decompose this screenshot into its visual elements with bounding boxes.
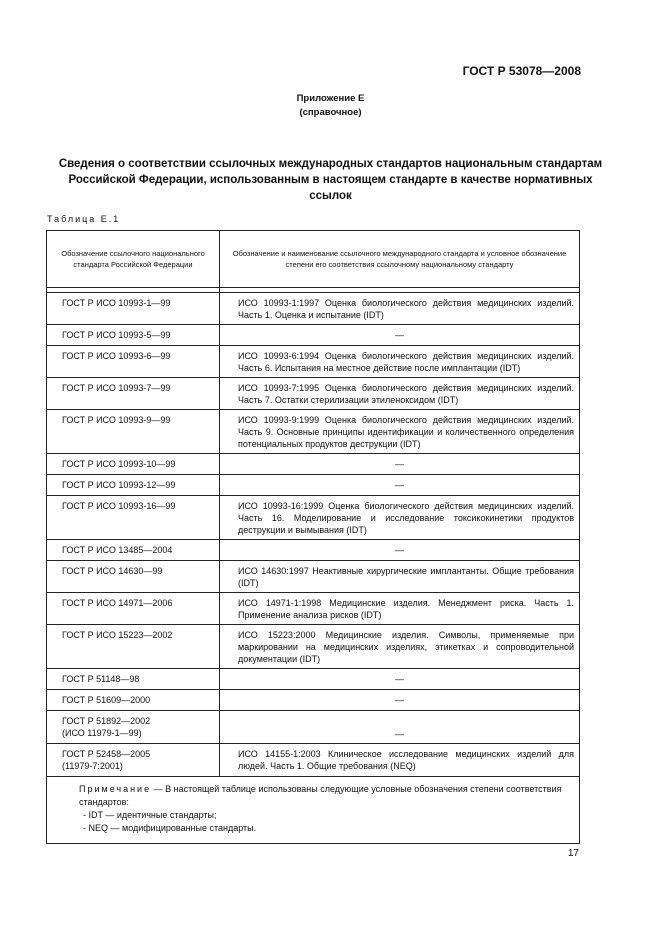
national-standard-cell bbox=[47, 711, 220, 744]
national-standard-cell: ГОСТ Р ИСО 14971—2006 bbox=[47, 593, 220, 625]
international-standard-text: ИСО 14971-1:1998 Медицинские изделия. Менеджмент риска. Часть 1. Применение анализа рисков (IDT) bbox=[238, 598, 574, 620]
international-standard-text: ИСО 14155-1:2003 Клиническое исследование медицинских изделий для людей. Часть 1. Общие требования (NEQ) bbox=[238, 749, 574, 771]
international-standard-cell bbox=[220, 561, 580, 593]
table-row bbox=[47, 744, 580, 777]
national-standard-cell: ГОСТ Р 51609—2000 bbox=[47, 690, 220, 711]
note-item-neq: - NEQ — модифицированные стандарты. bbox=[83, 823, 257, 833]
national-standard-cell bbox=[47, 744, 220, 777]
international-standard-text: ИСО 10993-9:1999 Оценка биологического действия медицинских изделий. Часть 9. Основные принципы идентификации и количественного определения потенциальных продуктов деструкции (IDT) bbox=[238, 415, 574, 449]
international-standard-text: ИСО 10993-1:1997 Оценка биологического действия медицинских изделий. Часть 1. Оценка и испытание (IDT) bbox=[238, 298, 574, 320]
international-standard-cell: — bbox=[220, 454, 580, 475]
table-row bbox=[47, 475, 580, 496]
note-item-idt: - IDT — идентичные стандарты; bbox=[83, 810, 217, 820]
note-row bbox=[47, 777, 580, 844]
international-standard-text: ИСО 15223:2000 Медицинские изделия. Символы, применяемые при маркировании на медицинских изделиях, этикетках и сопроводительной документации (IDT) bbox=[238, 630, 574, 664]
national-standard-cell: ГОСТ Р ИСО 13485—2004 bbox=[47, 540, 220, 561]
standards-table bbox=[46, 230, 580, 844]
national-standard-cell: ГОСТ Р ИСО 15223—2002 bbox=[47, 625, 220, 669]
international-standard-cell bbox=[220, 346, 580, 378]
national-standard-cell: ГОСТ Р ИСО 10993-5—99 bbox=[47, 325, 220, 346]
international-standard-cell bbox=[220, 378, 580, 410]
international-standard-cell bbox=[220, 744, 580, 777]
page-number: 17 bbox=[567, 848, 579, 859]
standard-designation: ГОСТ Р 53078—2008 bbox=[462, 64, 581, 78]
international-standard-cell bbox=[220, 410, 580, 454]
national-standard-cell: ГОСТ Р ИСО 10993-9—99 bbox=[47, 410, 220, 454]
annex-kind: (справочное) bbox=[299, 107, 362, 118]
international-standard-cell: — bbox=[220, 475, 580, 496]
national-standard-cell: ГОСТ Р ИСО 14630—99 bbox=[47, 561, 220, 593]
table-row bbox=[47, 293, 580, 325]
international-standard-cell: — bbox=[220, 540, 580, 561]
document-heading bbox=[50, 156, 611, 204]
table-row bbox=[47, 561, 580, 593]
international-standard-text: ИСО 10993-7:1995 Оценка биологического действия медицинских изделий. Часть 7. Остатки стерилизации этиленоксидом (IDT) bbox=[238, 383, 574, 405]
national-standard-code: ГОСТ Р 51892—2002 bbox=[62, 716, 151, 726]
national-standard-code: ГОСТ Р 52458—2005 bbox=[62, 749, 151, 759]
table-row bbox=[47, 593, 580, 625]
annex-heading bbox=[0, 92, 661, 120]
table-row bbox=[47, 625, 580, 669]
table-row bbox=[47, 410, 580, 454]
international-standard-cell: — bbox=[220, 669, 580, 690]
table-row bbox=[47, 496, 580, 540]
table-row bbox=[47, 454, 580, 475]
international-standard-cell bbox=[220, 496, 580, 540]
national-standard-cell: ГОСТ Р ИСО 10993-7—99 bbox=[47, 378, 220, 410]
note-text: — В настоящей таблице использованы следующие условные обозначения степени соответствия стандартов: bbox=[79, 784, 562, 807]
international-standard-text: ИСО 10993-16:1999 Оценка биологического действия медицинских изделий. Часть 16. Моделирование и исследование токсикокинетики продуктов деструкции и вымывания (IDT) bbox=[238, 501, 574, 535]
table-caption: Таблица Е.1 bbox=[47, 214, 121, 224]
national-standard-equivalent: (11979-7:2001) bbox=[62, 761, 123, 771]
heading-line-3: ссылок bbox=[309, 190, 352, 202]
heading-line-2: Российской Федерации, использованным в настоящем стандарте в качестве нормативных bbox=[68, 174, 593, 186]
international-standard-cell bbox=[220, 593, 580, 625]
table-note bbox=[47, 777, 580, 844]
international-standard-cell: — bbox=[220, 690, 580, 711]
international-standard-cell: — bbox=[220, 711, 580, 744]
national-standard-cell: ГОСТ Р ИСО 10993-16—99 bbox=[47, 496, 220, 540]
international-standard-text: ИСО 14630:1997 Неактивные хирургические имплантанты. Общие требования (IDT) bbox=[238, 566, 574, 588]
table-row bbox=[47, 711, 580, 744]
international-standard-cell: — bbox=[220, 325, 580, 346]
heading-line-1: Сведения о соответствии ссылочных международных стандартов национальным стандартам bbox=[58, 158, 603, 170]
national-standard-equivalent: (ИСО 11979-1—99) bbox=[62, 728, 142, 738]
annex-title: Приложение Е bbox=[296, 93, 365, 104]
table-row bbox=[47, 690, 580, 711]
international-standard-text: ИСО 10993-6:1994 Оценка биологического действия медицинских изделий. Часть 6. Испытания на местное действие после имплантации (IDT) bbox=[238, 351, 574, 373]
national-standard-cell: ГОСТ Р ИСО 10993-12—99 bbox=[47, 475, 220, 496]
national-standard-cell: ГОСТ Р ИСО 10993-1—99 bbox=[47, 293, 220, 325]
international-standard-cell bbox=[220, 293, 580, 325]
note-label: Примечание bbox=[79, 784, 152, 794]
column-header-national: Обозначение ссылочного национального стандарта Российской Федерации bbox=[47, 231, 220, 288]
national-standard-cell: ГОСТ Р 51148—98 bbox=[47, 669, 220, 690]
table-row bbox=[47, 378, 580, 410]
column-header-international: Обозначение и наименование ссылочного международного стандарта и условное обозначение степени его соответствия ссылочному национальному стандарту bbox=[220, 231, 580, 288]
national-standard-cell: ГОСТ Р ИСО 10993-6—99 bbox=[47, 346, 220, 378]
international-standard-cell bbox=[220, 625, 580, 669]
national-standard-cell: ГОСТ Р ИСО 10993-10—99 bbox=[47, 454, 220, 475]
table-row bbox=[47, 540, 580, 561]
table-row bbox=[47, 669, 580, 690]
table-row bbox=[47, 325, 580, 346]
table-row bbox=[47, 346, 580, 378]
